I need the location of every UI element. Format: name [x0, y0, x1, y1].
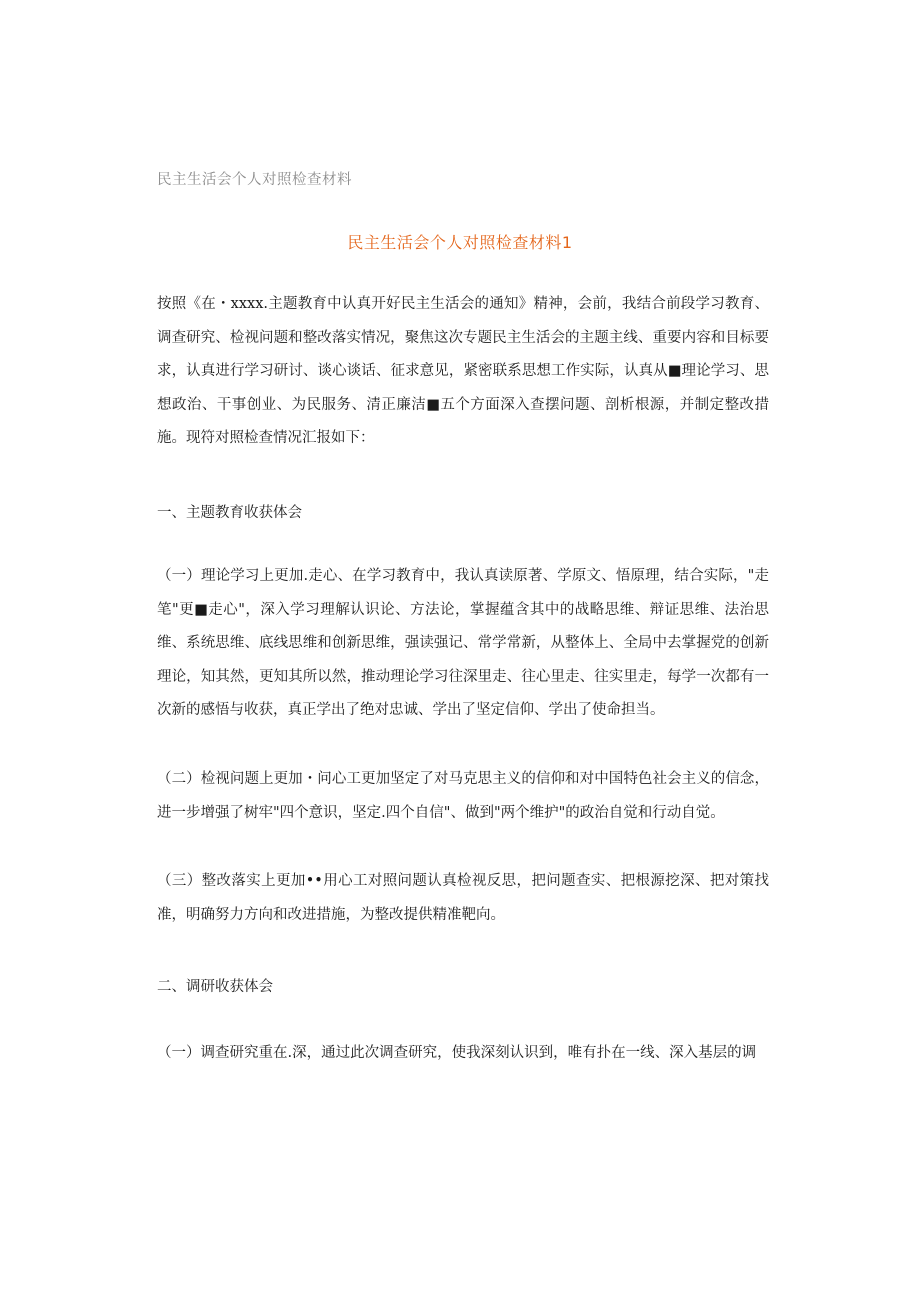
intro-paragraph: 按照《在・xxxx.主题教育中认真开好民主生活会的通知》精神，会前，我结合前段学习教育、调查研究、检视问题和整改落实情况，聚焦这次专题民主生活会的主题主线、重要内容和目标要求，认真进行学习研讨、谈心谈话、征求意见，紧密联系思想工作实际，认真从■理论学习、思想政治、干事创业、为民服务、清正廉洁■五个方面深入查摆问题、剖析根源，并制定整改措施。现符对照检查情况汇报如下：: [157, 296, 769, 447]
document-header: 民主生活会个人对照检查材料: [157, 172, 352, 188]
section-1-item-2: （二）检视问题上更加・问心工更加坚定了对马克思主义的信仰和对中国特色社会主义的信念，进一步增强了树牢"四个意识，坚定.四个自信"、做到"两个维护"的政治自觉和行动自觉。: [157, 771, 769, 821]
section-1-heading: 一、主题教育收获体会: [157, 505, 302, 521]
section-1-item-3: （三）整改落实上更加••用心工对照问题认真检视反思，把问题查实、把根源挖深、把对策找准，明确努力方向和改进措施，为整改提供精准靶向。: [157, 873, 769, 923]
section-2-heading: 二、调研收获体会: [157, 979, 273, 995]
section-2-item-1: （一）调查研究重在.深，通过此次调查研究，使我深刻认识到，唯有扑在一线、深入基层的调: [157, 1045, 757, 1061]
document-title: 民主生活会个人对照检查材料1: [347, 233, 573, 252]
section-1-item-1: （一）理论学习上更加.走心、在学习教育中，我认真读原著、学原文、悟原理，结合实际，"走笔"更■走心"，深入学习理解认识论、方法论，掌握蕴含其中的战略思维、辩证思维、法治思维、系统思维、底线思维和创新思维，强读强记、常学常新，从整体上、全局中去掌握党的创新理论，知其然，更知其所以然，推动理论学习往深里走、往心里走、往实里走，每学一次都有一次新的感悟与收获，真正学出了绝对忠诚、学出了坚定信仰、学出了使命担当。: [157, 568, 769, 719]
